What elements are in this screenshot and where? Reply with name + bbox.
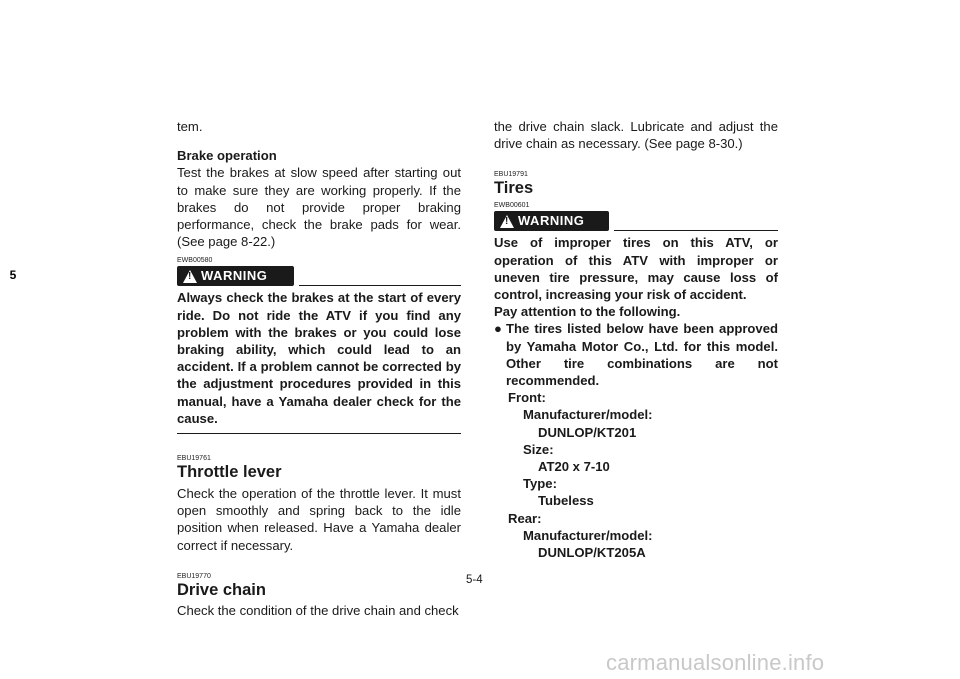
chain-continued: the drive chain slack. Lubricate and adjust the drive chain as necessary. (See page 8-30.) bbox=[494, 119, 778, 152]
front-mfr-value: DUNLOP/KT201 bbox=[538, 424, 637, 440]
attention-text: Pay attention to the following. bbox=[494, 304, 681, 320]
size-value: AT20 x 7-10 bbox=[538, 459, 610, 475]
left-column bbox=[177, 118, 461, 619]
throttle-title: Throttle lever bbox=[177, 463, 282, 482]
brake-warning-code: EWB00580 bbox=[177, 257, 213, 265]
chain-code: EBU19770 bbox=[177, 572, 211, 580]
size-label: Size: bbox=[523, 441, 554, 457]
warning-label: WARNING bbox=[201, 268, 268, 284]
tires-code: EBU19791 bbox=[494, 171, 528, 179]
warning-divider bbox=[614, 230, 778, 231]
warning-label: WARNING bbox=[518, 213, 585, 229]
rear-mfr-label: Manufacturer/model: bbox=[523, 527, 653, 543]
intro-text: tem. bbox=[177, 119, 203, 134]
brake-body: Test the brakes at slow speed after starting out to make sure they are working properly. If the brakes do not provide proper braking performance, check the brake pads for wear. (See page 8-22.) bbox=[177, 165, 461, 250]
front-label: Front: bbox=[508, 390, 546, 406]
type-label: Type: bbox=[523, 476, 557, 492]
warning-badge bbox=[177, 266, 294, 286]
brake-heading: Brake operation bbox=[177, 148, 277, 164]
warning-badge bbox=[494, 211, 609, 231]
warning-divider bbox=[299, 285, 461, 286]
page-number: 5-4 bbox=[466, 574, 483, 586]
warning-triangle-icon bbox=[183, 270, 197, 283]
tires-title: Tires bbox=[494, 179, 534, 198]
rear-mfr-value: DUNLOP/KT205A bbox=[538, 545, 646, 561]
brake-warning-header bbox=[177, 266, 461, 286]
brake-warning-text: Always check the brakes at the start of every ride. Do not ride the ATV if you find any problem with the brakes or you could lose braking ability, which could lead to an accident. If a problem cannot be corrected by the adjustment procedures provided in this manual, have a Yamaha dealer check for the cause. bbox=[177, 290, 461, 426]
rear-label: Rear: bbox=[508, 510, 542, 526]
bullet-item bbox=[494, 320, 778, 389]
right-column bbox=[494, 118, 778, 561]
tires-warning-text: Use of improper tires on this ATV, or operation of this ATV with improper or uneven tire pressure, may cause loss of control, increasing your risk of accident. bbox=[494, 235, 778, 303]
watermark: carmanualsonline.info bbox=[606, 650, 825, 675]
chapter-tab: 5 bbox=[9, 268, 17, 282]
chain-body: Check the condition of the drive chain and check bbox=[177, 602, 459, 618]
bullet-text: The tires listed below have been approved by Yamaha Motor Co., Ltd. for this model. Other tire combinations are not recommended. bbox=[506, 321, 778, 389]
throttle-body: Check the operation of the throttle lever. It must open smoothly and spring back to the idle position when released. Have a Yamaha dealer correct if necessary. bbox=[177, 486, 461, 553]
front-mfr-label: Manufacturer/model: bbox=[523, 407, 653, 423]
throttle-code: EBU19761 bbox=[177, 455, 211, 463]
tires-warning-code: EWB00601 bbox=[494, 202, 530, 210]
tires-warning-header bbox=[494, 211, 778, 231]
chain-title: Drive chain bbox=[177, 580, 266, 599]
warning-triangle-icon bbox=[500, 215, 514, 228]
warning-end-rule bbox=[177, 433, 461, 434]
bullet-icon: ● bbox=[494, 321, 502, 337]
type-value: Tubeless bbox=[538, 493, 594, 509]
